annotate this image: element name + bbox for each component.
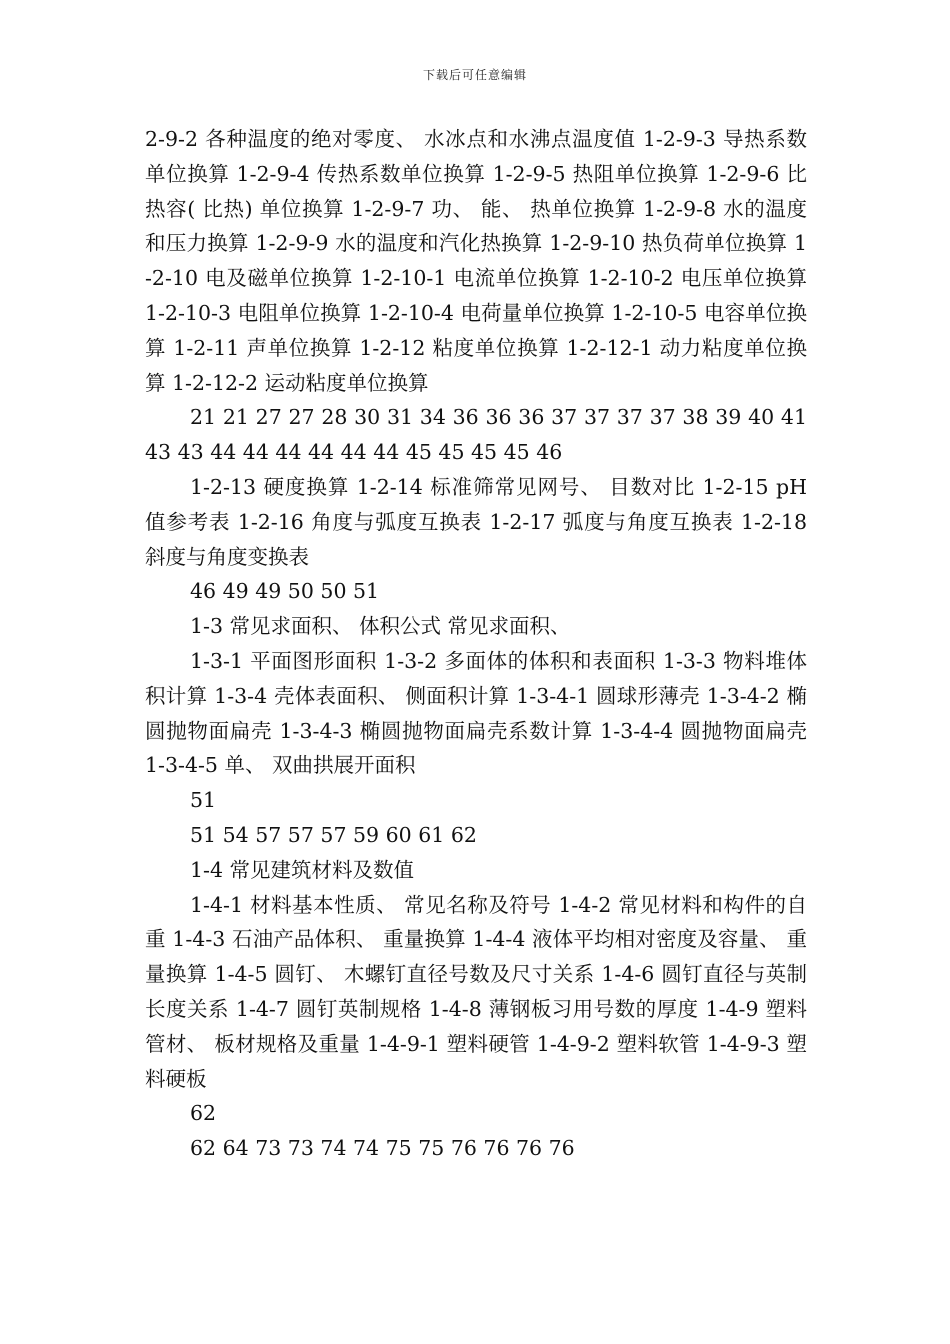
section-heading: 1-3 常见求面积、 体积公式 常见求面积、 (190, 614, 571, 639)
page-numbers-line: 62 64 73 73 74 74 75 75 76 76 76 76 (190, 1136, 575, 1161)
page-numbers-line: 51 54 57 57 57 59 60 61 62 (190, 822, 477, 847)
toc-paragraph: 2-9-2 各种温度的绝对零度、 水冰点和水沸点温度值 1-2-9-3 导热系数单位换算 1-2-9-4 传热系数单位换算 1-2-9-5 热阻单位换算 1-2-9-6 比热容( 比热) 单位换算 1-2-9-7 功、 能、 热单位换算 1-2-9-8 水的温度和压力换算 1-2-9-9 水的温度和汽化热换算 1-2-9-10 热负荷单位换算 1-2-10 电及磁单位换算 1-2-10-1 电流单位换算 1-2-10-2 电压单位换算 1-2-10-3 电阻单位换算 1-2-10-4 电荷量单位换算 1-2-10-5 电容单位换算 1-2-11 声单位换算 1-2-12 粘度单位换算 1-2-12-1 动力粘度单位换算 1-2-12-2 运动粘度单位换算 (145, 127, 807, 395)
page-numbers-line: 51 (190, 788, 217, 813)
toc-paragraph: 1-3-1 平面图形面积 1-3-2 多面体的体积和表面积 1-3-3 物料堆体积计算 1-3-4 壳体表面积、 侧面积计算 1-3-4-1 圆球形薄壳 1-3-4-2 椭圆抛物面扁壳 1-3-4-3 椭圆抛物面扁壳系数计算 1-3-4-4 圆抛物面扁壳 1-3-4-5 单、 双曲拱展开面积 (145, 648, 807, 778)
page-numbers-line: 62 (190, 1101, 217, 1126)
document-body (145, 122, 807, 1166)
page-numbers-line: 21 21 27 27 28 30 31 34 36 36 36 37 37 37 37 38 39 40 41 43 43 44 44 44 44 44 44 45 45 45 45 46 (145, 405, 807, 465)
page-header: 下载后可任意编辑 (422, 68, 527, 82)
page-numbers-line: 46 49 49 50 50 51 (190, 579, 380, 604)
toc-paragraph: 1-4-1 材料基本性质、 常见名称及符号 1-4-2 常见材料和构件的自重 1-4-3 石油产品体积、 重量换算 1-4-4 液体平均相对密度及容量、 重量换算 1-4-5 圆钉、 木螺钉直径号数及尺寸关系 1-4-6 圆钉直径与英制长度关系 1-4-7 圆钉英制规格 1-4-8 薄钢板习用号数的厚度 1-4-9 塑料管材、 板材规格及重量 1-4-9-1 塑料硬管 1-4-9-2 塑料软管 1-4-9-3 塑料硬板 (145, 892, 807, 1091)
toc-paragraph: 1-2-13 硬度换算 1-2-14 标准筛常见网号、 目数对比 1-2-15 pH 值参考表 1-2-16 角度与弧度互换表 1-2-17 弧度与角度互换表 1-2-18 斜度与角度变换表 (145, 474, 807, 569)
section-heading: 1-4 常见建筑材料及数值 (190, 857, 415, 882)
